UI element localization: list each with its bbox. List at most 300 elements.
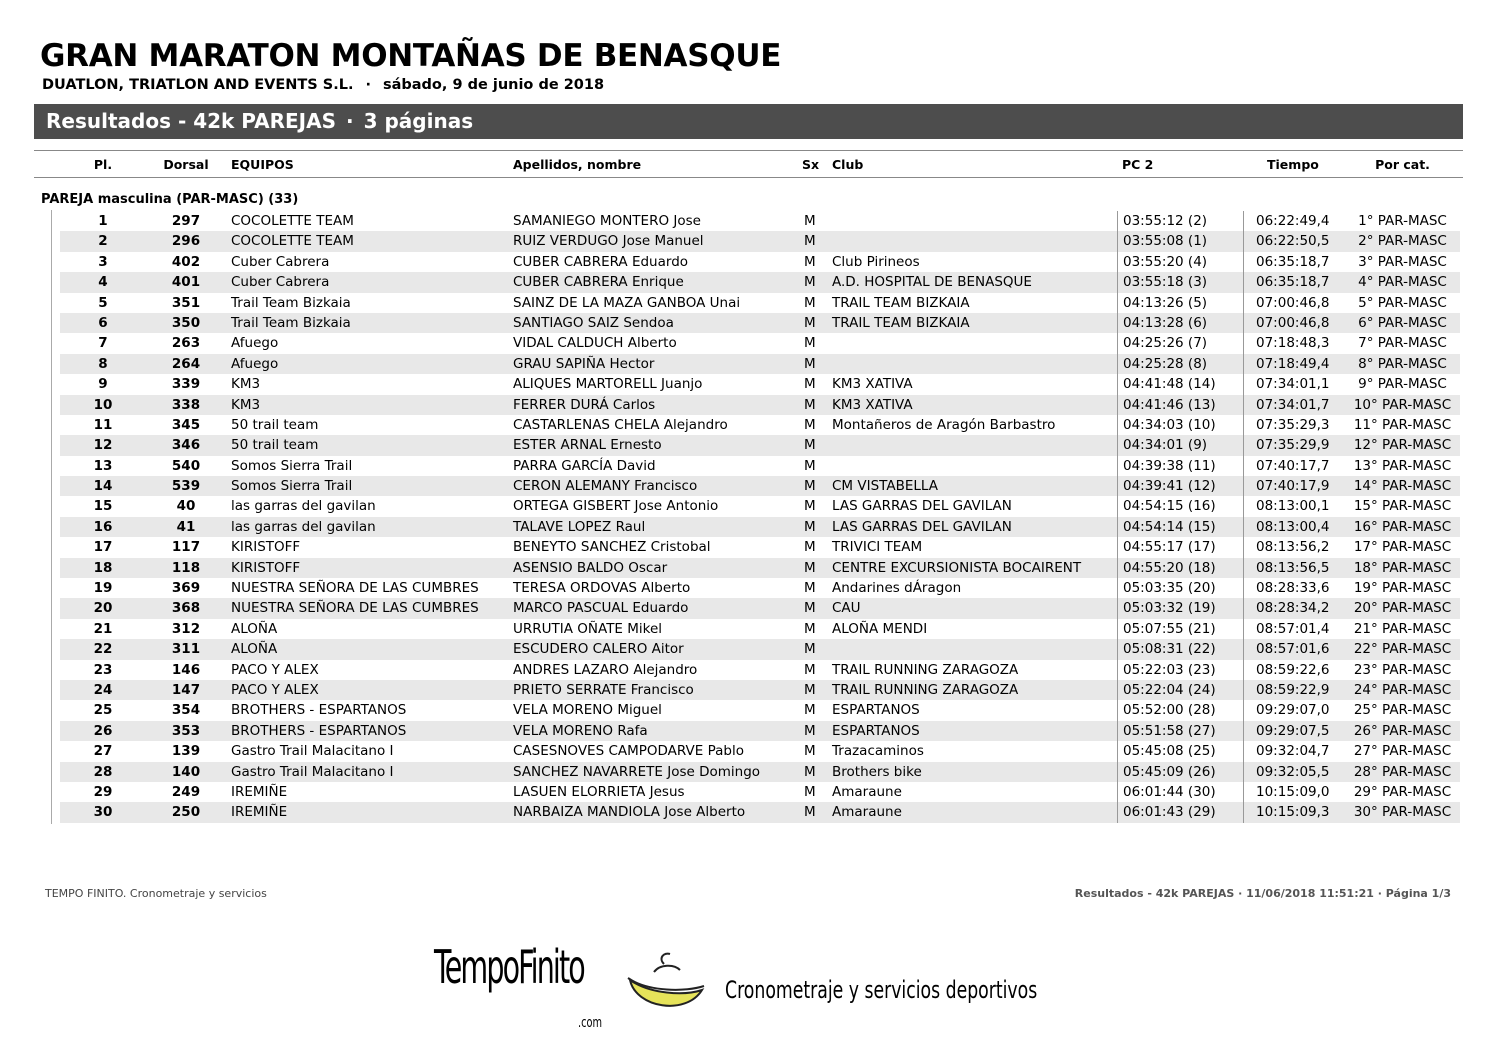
club-cell: TRIVICI TEAM [832,539,923,556]
finish-time-cell: 06:22:49,4 [1256,213,1330,229]
column-separator [1117,293,1118,313]
bib-cell: 351 [171,294,201,311]
column-separator [1117,619,1118,639]
place-cell: 27 [93,743,113,760]
column-separator [1117,211,1118,231]
sex-cell: M [804,539,816,556]
finish-time-cell: 08:57:01,6 [1256,641,1330,658]
team-cell: 50 trail team [231,437,319,454]
category-rank-cell: 26° PAR-MASC [1353,722,1452,739]
checkpoint-time-cell: 06:01:43 (29) [1123,804,1216,821]
subtitle-separator: · [365,77,371,93]
checkpoint-time-cell: 05:22:04 (24) [1123,681,1216,698]
checkpoint-time-cell: 05:45:08 (25) [1123,743,1216,760]
team-cell: PACO Y ALEX [231,661,319,678]
table-row [0,333,1497,353]
sex-cell: M [804,518,816,535]
club-cell: Montañeros de Aragón Barbastro [832,416,1056,433]
column-separator [1117,476,1118,496]
bib-cell: 539 [171,478,201,495]
athlete-name-cell: ANDRES LAZARO Alejandro [513,661,698,678]
athlete-name-cell: URRUTIA OÑATE Mikel [513,620,663,637]
column-separator [1243,456,1244,476]
place-cell: 18 [93,559,113,576]
bib-cell: 346 [171,437,201,454]
table-row [0,354,1497,374]
table-row [0,680,1497,700]
athlete-name-cell: SANTIAGO SAIZ Sendoa [513,314,674,331]
team-cell: NUESTRA SEÑORA DE LAS CUMBRES [231,580,479,597]
athlete-name-cell: SANCHEZ NAVARRETE Jose Domingo [513,763,761,780]
column-separator [1117,252,1118,272]
club-cell: Brothers bike [832,763,922,780]
team-cell: BROTHERS - ESPARTANOS [231,722,407,739]
club-cell: TRAIL RUNNING ZARAGOZA [832,661,1019,678]
column-separator [1117,333,1118,353]
col-pl: Pl. [93,157,113,172]
finish-time-cell: 06:35:18,7 [1256,253,1330,270]
checkpoint-time-cell: 04:25:26 (7) [1123,335,1208,352]
table-row [0,456,1497,476]
bib-cell: 353 [171,722,201,739]
column-separator [1117,578,1118,598]
checkpoint-time-cell: 05:22:03 (23) [1123,661,1216,678]
sex-cell: M [804,580,816,597]
club-cell: TRAIL TEAM BIZKAIA [832,314,970,331]
finish-time-cell: 08:13:56,5 [1256,559,1330,576]
footer-right: Resultados - 42k PAREJAS · 11/06/2018 11:51:21 · Página 1/3 [1074,887,1451,900]
category-rank-cell: 13° PAR-MASC [1353,457,1452,474]
team-cell: COCOLETTE TEAM [231,213,354,229]
sex-cell: M [804,355,816,372]
finish-time-cell: 07:35:29,9 [1256,437,1330,454]
place-cell: 20 [93,600,113,617]
column-separator [1243,680,1244,700]
bib-cell: 311 [171,641,201,658]
event-title: GRAN MARATON MONTAÑAS DE BENASQUE [40,38,782,74]
team-cell: Trail Team Bizkaia [231,314,351,331]
table-row [0,517,1497,537]
finish-time-cell: 09:32:05,5 [1256,763,1330,780]
column-separator [1117,272,1118,292]
athlete-name-cell: ORTEGA GISBERT Jose Antonio [513,498,719,515]
team-cell: Somos Sierra Trail [231,478,353,495]
finish-time-cell: 08:13:00,4 [1256,518,1330,535]
club-cell: Andarines dÁragon [832,580,962,597]
category-rank-cell: 17° PAR-MASC [1353,539,1452,556]
bib-cell: 350 [171,314,201,331]
checkpoint-time-cell: 04:34:01 (9) [1123,437,1208,454]
finish-time-cell: 07:40:17,9 [1256,478,1330,495]
checkpoint-time-cell: 05:07:55 (21) [1123,620,1216,637]
col-sx: Sx [802,157,820,172]
bib-cell: 345 [171,416,201,433]
place-cell: 29 [93,783,113,800]
column-separator [1243,558,1244,578]
column-separator [1243,252,1244,272]
table-row [0,476,1497,496]
category-rank-cell: 15° PAR-MASC [1353,498,1452,515]
table-row [0,660,1497,680]
column-separator [1243,313,1244,333]
category-rank-cell: 22° PAR-MASC [1353,641,1452,658]
category-rank-cell: 2° PAR-MASC [1358,233,1447,250]
table-row [0,598,1497,618]
category-rank-cell: 1° PAR-MASC [1358,213,1447,229]
team-cell: PACO Y ALEX [231,681,319,698]
bib-cell: 402 [171,253,201,270]
athlete-name-cell: ALIQUES MARTORELL Juanjo [513,376,703,393]
finish-time-cell: 07:34:01,1 [1256,376,1330,393]
place-cell: 6 [98,314,108,331]
column-separator [1117,456,1118,476]
finish-time-cell: 10:15:09,3 [1256,804,1330,821]
col-tiempo: Tiempo [1267,157,1319,172]
athlete-name-cell: CUBER CABRERA Eduardo [513,253,689,270]
club-cell: Amaraune [832,783,902,800]
bib-cell: 401 [171,274,201,291]
club-cell: TRAIL TEAM BIZKAIA [832,294,970,311]
column-separator [1243,598,1244,618]
place-cell: 22 [93,641,113,658]
sex-cell: M [804,274,816,291]
table-row [0,435,1497,455]
column-separator [1117,374,1118,394]
club-cell: LAS GARRAS DEL GAVILAN [832,498,1012,515]
place-cell: 23 [93,661,113,678]
team-cell: ALOÑA [231,620,278,637]
checkpoint-time-cell: 03:55:12 (2) [1123,213,1208,229]
category-rank-cell: 16° PAR-MASC [1353,518,1452,535]
checkpoint-time-cell: 04:54:15 (16) [1123,498,1216,515]
athlete-name-cell: SAINZ DE LA MAZA GANBOA Unai [513,294,741,311]
club-cell: CM VISTABELLA [832,478,938,495]
col-dorsal: Dorsal [163,157,209,172]
sex-cell: M [804,681,816,698]
category-rank-cell: 12° PAR-MASC [1353,437,1452,454]
col-equipos: EQUIPOS [231,157,294,172]
checkpoint-time-cell: 04:39:38 (11) [1123,457,1216,474]
column-separator [1243,517,1244,537]
team-cell: NUESTRA SEÑORA DE LAS CUMBRES [231,600,479,617]
sex-cell: M [804,335,816,352]
team-cell: Afuego [231,355,279,372]
group-title: PAREJA masculina (PAR-MASC) (33) [41,192,299,207]
checkpoint-time-cell: 04:34:03 (10) [1123,416,1216,433]
checkpoint-time-cell: 04:25:28 (8) [1123,355,1208,372]
table-row [0,313,1497,333]
logo-wordmark: TempoFinito [434,940,584,994]
column-separator [1243,415,1244,435]
team-cell: Gastro Trail Malacitano I [231,763,394,780]
column-separator [1117,782,1118,802]
category-rank-cell: 23° PAR-MASC [1353,661,1452,678]
checkpoint-time-cell: 05:08:31 (22) [1123,641,1216,658]
club-cell: Club Pirineos [832,253,920,270]
place-cell: 13 [93,457,113,474]
checkpoint-time-cell: 05:03:35 (20) [1123,580,1216,597]
table-row [0,762,1497,782]
logo-domain: .com [578,1015,603,1031]
team-cell: COCOLETTE TEAM [231,233,354,250]
column-separator [1243,537,1244,557]
place-cell: 17 [93,539,113,556]
checkpoint-time-cell: 04:13:26 (5) [1123,294,1208,311]
team-cell: IREMIÑE [231,783,288,800]
sex-cell: M [804,559,816,576]
finish-time-cell: 08:59:22,6 [1256,661,1330,678]
checkpoint-time-cell: 04:41:48 (14) [1123,376,1216,393]
place-cell: 26 [93,722,113,739]
logo-tagline: Cronometraje y servicios deportivos [725,976,1038,1004]
stopwatch-bowl-icon [624,950,706,1016]
table-row [0,802,1497,822]
checkpoint-time-cell: 06:01:44 (30) [1123,783,1216,800]
category-rank-cell: 25° PAR-MASC [1353,702,1452,719]
finish-time-cell: 09:29:07,5 [1256,722,1330,739]
place-cell: 24 [93,681,113,698]
column-separator [1117,660,1118,680]
column-separator [1117,354,1118,374]
column-separator [1117,680,1118,700]
athlete-name-cell: PRIETO SERRATE Francisco [513,681,694,698]
category-rank-cell: 28° PAR-MASC [1353,763,1452,780]
finish-time-cell: 07:00:46,8 [1256,314,1330,331]
category-rank-cell: 9° PAR-MASC [1358,376,1447,393]
place-cell: 30 [93,804,113,821]
athlete-name-cell: ESTER ARNAL Ernesto [513,437,662,454]
banner-pages: 3 páginas [363,109,474,133]
column-separator [1117,802,1118,822]
column-separator [1243,293,1244,313]
table-row [0,415,1497,435]
table-row [0,578,1497,598]
column-separator [1117,496,1118,516]
team-cell: KIRISTOFF [231,539,301,556]
athlete-name-cell: RUIZ VERDUGO Jose Manuel [513,233,704,250]
column-separator [1243,802,1244,822]
place-cell: 1 [98,213,108,229]
checkpoint-time-cell: 05:45:09 (26) [1123,763,1216,780]
column-separator [1243,476,1244,496]
category-rank-cell: 14° PAR-MASC [1353,478,1452,495]
sex-cell: M [804,722,816,739]
event-subtitle [42,77,604,93]
bib-cell: 250 [171,804,201,821]
column-separator [1117,558,1118,578]
team-cell: KM3 [231,396,261,413]
athlete-name-cell: FERRER DURÁ Carlos [513,396,656,413]
athlete-name-cell: CERON ALEMANY Francisco [513,478,698,495]
sex-cell: M [804,804,816,821]
team-cell: las garras del gavilan [231,498,376,515]
column-separator [1117,517,1118,537]
sex-cell: M [804,641,816,658]
column-separator [1117,762,1118,782]
place-cell: 16 [93,518,113,535]
sex-cell: M [804,457,816,474]
column-separator [1243,700,1244,720]
bib-cell: 338 [171,396,201,413]
athlete-name-cell: BENEYTO SANCHEZ Cristobal [513,539,711,556]
finish-time-cell: 07:18:49,4 [1256,355,1330,372]
bib-cell: 249 [171,783,201,800]
finish-time-cell: 08:13:56,2 [1256,539,1330,556]
table-row [0,639,1497,659]
sex-cell: M [804,396,816,413]
athlete-name-cell: ASENSIO BALDO Oscar [513,559,668,576]
athlete-name-cell: CUBER CABRERA Enrique [513,274,684,291]
place-cell: 2 [98,233,108,250]
club-cell: KM3 XATIVA [832,376,913,393]
sex-cell: M [804,376,816,393]
checkpoint-time-cell: 04:55:20 (18) [1123,559,1216,576]
place-cell: 19 [93,580,113,597]
column-separator [1117,537,1118,557]
column-separator [1243,211,1244,231]
column-separator [1243,639,1244,659]
category-rank-cell: 30° PAR-MASC [1353,804,1452,821]
club-cell: CAU [832,600,861,617]
table-row [0,782,1497,802]
column-separator [1243,231,1244,251]
club-cell: TRAIL RUNNING ZARAGOZA [832,681,1019,698]
finish-time-cell: 09:32:04,7 [1256,743,1330,760]
place-cell: 28 [93,763,113,780]
results-banner [34,104,1463,139]
bib-cell: 297 [171,213,201,229]
column-separator [1243,435,1244,455]
place-cell: 3 [98,253,108,270]
team-cell: Afuego [231,335,279,352]
column-separator [1243,660,1244,680]
place-cell: 14 [93,478,113,495]
table-row [0,252,1497,272]
category-rank-cell: 6° PAR-MASC [1358,314,1447,331]
sex-cell: M [804,213,816,229]
checkpoint-time-cell: 04:39:41 (12) [1123,478,1216,495]
team-cell: KM3 [231,376,261,393]
athlete-name-cell: MARCO PASCUAL Eduardo [513,600,689,617]
col-nombre: Apellidos, nombre [513,157,642,172]
category-rank-cell: 27° PAR-MASC [1353,743,1452,760]
banner-label: Resultados - 42k PAREJAS [46,109,336,133]
athlete-name-cell: LASUEN ELORRIETA Jesus [513,783,685,800]
place-cell: 12 [93,437,113,454]
place-cell: 10 [93,396,113,413]
club-cell: KM3 XATIVA [832,396,913,413]
finish-time-cell: 06:35:18,7 [1256,274,1330,291]
column-separator [1117,721,1118,741]
column-separator [1243,782,1244,802]
sex-cell: M [804,783,816,800]
place-cell: 15 [93,498,113,515]
finish-time-cell: 06:22:50,5 [1256,233,1330,250]
column-separator [1243,354,1244,374]
bib-cell: 139 [171,743,201,760]
club-cell: ESPARTANOS [832,702,920,719]
bib-cell: 368 [171,600,201,617]
bib-cell: 40 [176,498,196,515]
athlete-name-cell: VELA MORENO Miguel [513,702,662,719]
team-cell: Gastro Trail Malacitano I [231,743,394,760]
place-cell: 11 [93,416,113,433]
athlete-name-cell: TERESA ORDOVAS Alberto [513,580,691,597]
col-pc2: PC 2 [1122,157,1154,172]
bib-cell: 339 [171,376,201,393]
athlete-name-cell: CASTARLENAS CHELA Alejandro [513,416,728,433]
header-top-rule [34,150,1463,151]
place-cell: 5 [98,294,108,311]
column-separator [1243,395,1244,415]
bib-cell: 140 [171,763,201,780]
column-separator [1117,435,1118,455]
checkpoint-time-cell: 03:55:08 (1) [1123,233,1208,250]
bib-cell: 117 [171,539,201,556]
sex-cell: M [804,314,816,331]
bib-cell: 312 [171,620,201,637]
col-por-cat: Por cat. [1375,157,1430,172]
column-separator [1243,762,1244,782]
sex-cell: M [804,763,816,780]
category-rank-cell: 24° PAR-MASC [1353,681,1452,698]
checkpoint-time-cell: 05:03:32 (19) [1123,600,1216,617]
category-rank-cell: 18° PAR-MASC [1353,559,1452,576]
club-cell: CENTRE EXCURSIONISTA BOCAIRENT [832,559,1082,576]
bib-cell: 146 [171,661,201,678]
finish-time-cell: 10:15:09,0 [1256,783,1330,800]
place-cell: 9 [98,376,108,393]
checkpoint-time-cell: 03:55:20 (4) [1123,253,1208,270]
sex-cell: M [804,416,816,433]
header-bottom-rule [34,177,1463,178]
finish-time-cell: 07:34:01,7 [1256,396,1330,413]
sex-cell: M [804,600,816,617]
column-separator [1243,374,1244,394]
finish-time-cell: 07:40:17,7 [1256,457,1330,474]
organizer: DUATLON, TRIATLON AND EVENTS S.L. [42,77,354,93]
athlete-name-cell: CASESNOVES CAMPODARVE Pablo [513,743,744,760]
column-separator [1243,619,1244,639]
athlete-name-cell: ESCUDERO CALERO Aitor [513,641,684,658]
team-cell: Cuber Cabrera [231,253,330,270]
club-cell: Trazacaminos [832,743,924,760]
finish-time-cell: 08:28:34,2 [1256,600,1330,617]
footer-left: TEMPO FINITO. Cronometraje y servicios [45,887,267,900]
category-rank-cell: 7° PAR-MASC [1358,335,1447,352]
finish-time-cell: 07:35:29,3 [1256,416,1330,433]
place-cell: 21 [93,620,113,637]
table-row [0,700,1497,720]
team-cell: 50 trail team [231,416,319,433]
athlete-name-cell: SAMANIEGO MONTERO Jose [513,213,701,229]
team-cell: Somos Sierra Trail [231,457,353,474]
finish-time-cell: 08:28:33,6 [1256,580,1330,597]
table-row [0,231,1497,251]
sex-cell: M [804,478,816,495]
athlete-name-cell: NARBAIZA MANDIOLA Jose Alberto [513,804,746,821]
team-cell: Trail Team Bizkaia [231,294,351,311]
category-rank-cell: 20° PAR-MASC [1353,600,1452,617]
bib-cell: 540 [171,457,201,474]
category-rank-cell: 11° PAR-MASC [1353,416,1452,433]
finish-time-cell: 09:29:07,0 [1256,702,1330,719]
table-row [0,272,1497,292]
finish-time-cell: 08:13:00,1 [1256,498,1330,515]
category-rank-cell: 5° PAR-MASC [1358,294,1447,311]
athlete-name-cell: PARRA GARCÍA David [513,457,656,474]
sex-cell: M [804,294,816,311]
